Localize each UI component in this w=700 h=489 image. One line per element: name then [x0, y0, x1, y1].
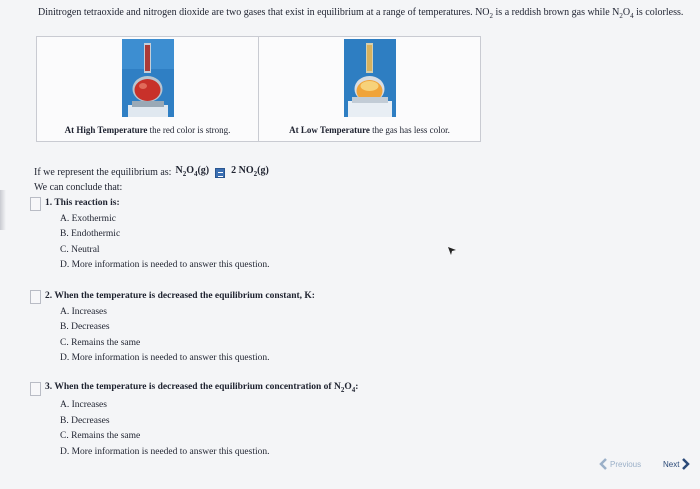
figure-table: [36, 36, 481, 142]
question-2: [44, 289, 315, 367]
intro-paragraph: Dinitrogen tetraoxide and nitrogen dioxide are two gases that exist in equilibrium at a range of temperatures. $NO_2$ is a reddish brown gas while $N_2O_4$ is colorless.: [38, 7, 684, 20]
low-temp-caption: At Low Temperature the gas has less color.: [289, 125, 450, 135]
chevron-left-icon: [598, 458, 608, 470]
page-edge-shadow: [0, 190, 6, 230]
question-1-option-b[interactable]: B. Endothermic: [60, 229, 121, 239]
question-3-option-a[interactable]: A. Increases: [60, 400, 107, 411]
question-2-option-d[interactable]: D. More information is needed to answer this question.: [60, 353, 270, 363]
question-2-option-a[interactable]: A. Increases: [60, 306, 107, 317]
question-3-flag-box[interactable]: [30, 382, 41, 396]
high-temp-flask-image: [122, 39, 174, 117]
high-temp-caption: At High Temperature the red color is strong.: [64, 125, 231, 135]
question-2-option-b[interactable]: B. Decreases: [60, 322, 110, 332]
question-3-title: 3. When the temperature is decreased the equilibrium concentration of $N_2O_4$:: [45, 382, 359, 394]
question-1-option-c[interactable]: C. Neutral: [60, 244, 100, 255]
mouse-pointer-icon: [447, 246, 457, 256]
question-1-option-a[interactable]: A. Exothermic: [60, 213, 116, 224]
next-button[interactable]: [663, 455, 691, 473]
question-2-flag-box[interactable]: [30, 290, 41, 304]
conclusion-text: We can conclude that:: [34, 182, 123, 193]
question-1: [44, 196, 270, 274]
next-label: Next: [663, 459, 680, 469]
question-1-title: 1. This reaction is:: [45, 198, 120, 208]
figure-high-temp: [37, 37, 259, 141]
equilibrium-arrows-icon: [215, 168, 225, 178]
question-1-flag-box[interactable]: [30, 197, 41, 211]
question-3-option-d[interactable]: D. More information is needed to answer this question.: [60, 446, 270, 457]
chevron-right-icon: [681, 458, 691, 470]
previous-button[interactable]: [598, 455, 641, 473]
question-3: [44, 380, 358, 460]
equilibrium-statement: [34, 164, 269, 194]
question-2-title: 2. When the temperature is decreased the equilibrium constant, K:: [45, 291, 315, 301]
figure-low-temp: [259, 37, 480, 141]
equilibrium-lhs: $N_2O_4(g)$: [175, 165, 210, 178]
previous-label: Previous: [610, 459, 642, 469]
question-3-option-c[interactable]: C. Remains the same: [60, 431, 141, 442]
low-temp-flask-image: [344, 39, 396, 117]
equilibrium-line: [34, 164, 269, 181]
question-1-option-d[interactable]: D. More information is needed to answer this question.: [60, 260, 270, 270]
equilibrium-prefix: If we represent the equilibrium as:: [34, 167, 172, 178]
question-2-option-c[interactable]: C. Remains the same: [60, 337, 141, 348]
question-3-option-b[interactable]: B. Decreases: [60, 415, 110, 426]
equilibrium-rhs: 2 $NO_2(g)$: [231, 165, 269, 178]
